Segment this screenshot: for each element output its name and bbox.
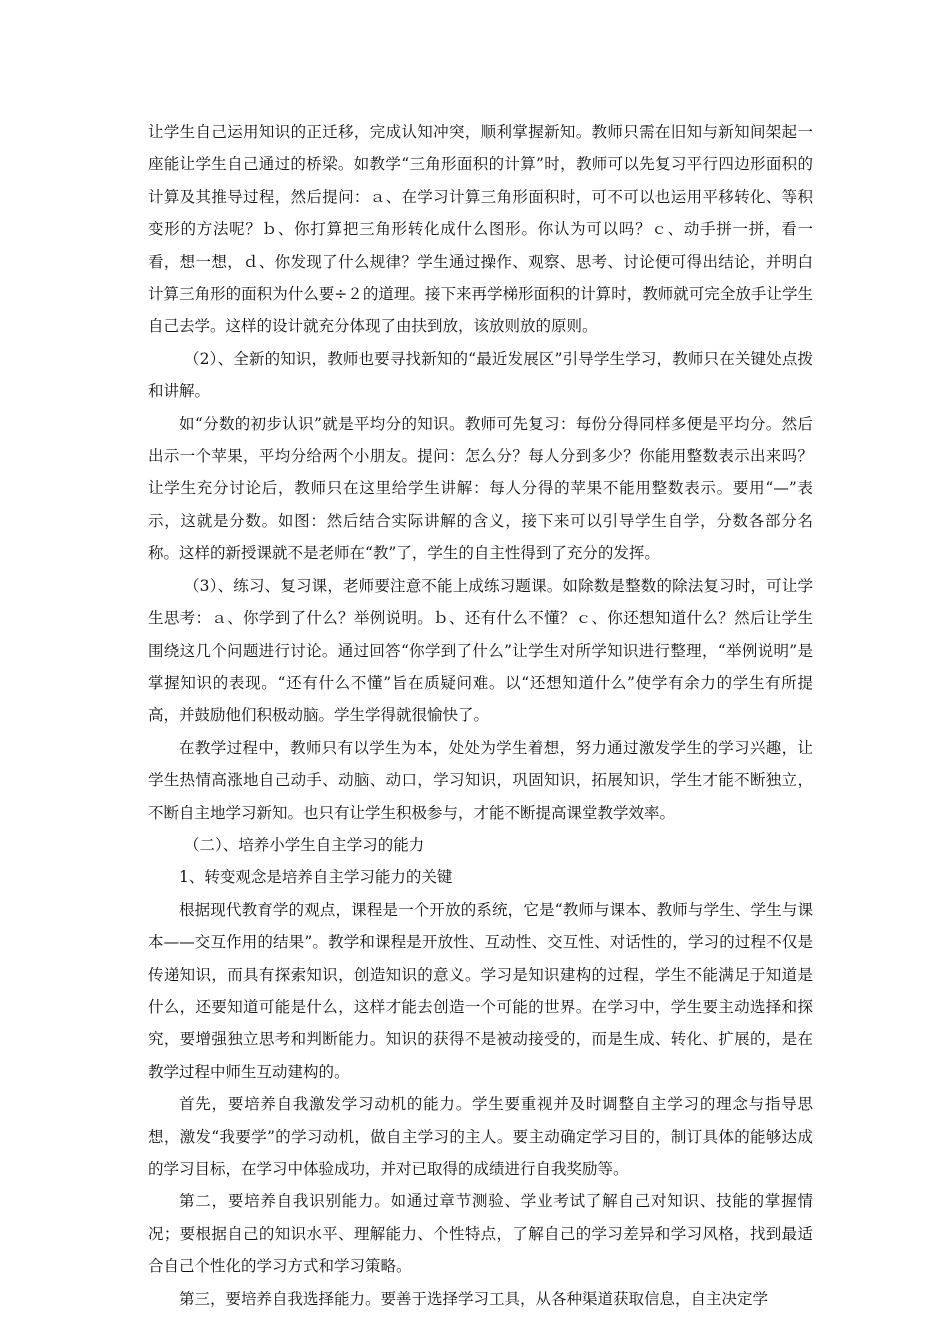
paragraph-continuation: 让学生自己运用知识的正迁移，完成认知冲突，顺利掌握新知。教师只需在旧知与新知间架起一座能让学生自己通过的桥梁。如教学“三角形面积的计算”时，教师可以先复习平行四边形面积的计算及其推导过程，然后提问：ａ、在学习计算三角形面积时，可不可以也运用平移转化、等积变形的方法呢？ｂ、你打算把三角形转化成什么图形。你认为可以吗？ｃ、动手拼一拼，看一看，想一想，ｄ、你发现了什么规律？学生通过操作、观察、思考、讨论便可得出结论，并明白计算三角形的面积为什么要÷２的道理。接下来再学梯形面积的计算时，教师就可完全放手让学生自己去学。这样的设计就充分体现了由扶到放，该放则放的原则。 [148, 123, 813, 336]
paragraph-fraction-example: 如“分数的初步认识”就是平均分的知识。教师可先复习：每份分得同样多便是平均分。然后出示一个苹果，平均分给两个小朋友。提问：怎么分？每人分到多少？你能用整数表示出来吗？让学生充分讨论后，教师只在这里给学生讲解：每人分得的苹果不能用整数表示。要用“—”表示，这就是分数。如图：然后结合实际讲解的含义，接下来可以引导学生自学，分数各部分名称。这样的新授课就不是老师在“教”了，学生的自主性得到了充分的发挥。 [148, 414, 813, 563]
paragraph-second-recognition: 第二，要培养自我识别能力。如通过章节测验、学业考试了解自己对知识、技能的掌握情况；要根据自己的知识水平、理解能力、个性特点，了解自己的学习差异和学习风格，找到最适合自己个性化的学习方式和学习策略。 [148, 1192, 813, 1276]
paragraph-teaching-process: 在教学过程中，教师只有以学生为本，处处为学生着想，努力通过激发学生的学习兴趣，让学生热情高涨地自己动手、动脑、动口，学习知识，巩固知识，拓展知识，学生才能不断独立，不断自主地学习新知。也只有让学生积极参与，才能不断提高课堂教学效率。 [148, 738, 813, 822]
section-heading-ability: （二）、培养小学生自主学习的能力 [184, 835, 425, 854]
paragraph-new-knowledge: （2）、全新的知识，教师也要寻找新知的“最近发展区”引导学生学习，教师只在关键处点拨和讲解。 [148, 349, 813, 401]
subheading-change-concept: 1、转变观念是培养自主学习能力的关键 [179, 868, 453, 887]
paragraph-first-motivation: 首先，要培养自我激发学习动机的能力。学生要重视并及时调整自主学习的理念与指导思想，激发“我要学”的学习动机，做自主学习的主人。要主动确定学习目的，制订具体的能够达成的学习目标，在学习中体验成功，并对已取得的成绩进行自我奖励等。 [148, 1095, 813, 1178]
paragraph-modern-education: 根据现代教育学的观点，课程是一个开放的系统，它是“教师与课本、教师与学生、学生与课本——交互作用的结果”。教学和课程是开放性、互动性、交互性、对话性的，学习的过程不仅是传递知识，而具有探索知识，创造知识的意义。学习是知识建构的过程，学生不能满足于知道是什么，还要知道可能是什么，这样才能去创造一个可能的世界。在学习中，学生要主动选择和探究，要增强独立思考和判断能力。知识的获得不是被动接受的，而是生成、转化、扩展的，是在教学过程中师生互动建构的。 [148, 900, 813, 1081]
paragraph-practice-review: （3）、练习、复习课，老师要注意不能上成练习题课。如除数是整数的除法复习时，可让学生思考：ａ、你学到了什么？举例说明。ｂ、还有什么不懂？ｃ、你还想知道什么？然后让学生围绕这几个问题进行讨论。通过回答“你学到了什么”让学生对所学知识进行整理，“举例说明”是掌握知识的表现。“还有什么不懂”旨在质疑问难。以“还想知道什么”使学有余力的学生有所提高，并鼓励他们积极动脑。学生学得就很愉快了。 [148, 576, 813, 725]
document-body [148, 116, 813, 1315]
paragraph-third-selection: 第三，要培养自我选择能力。要善于选择学习工具，从各种渠道获取信息，自主决定学 [179, 1289, 769, 1308]
